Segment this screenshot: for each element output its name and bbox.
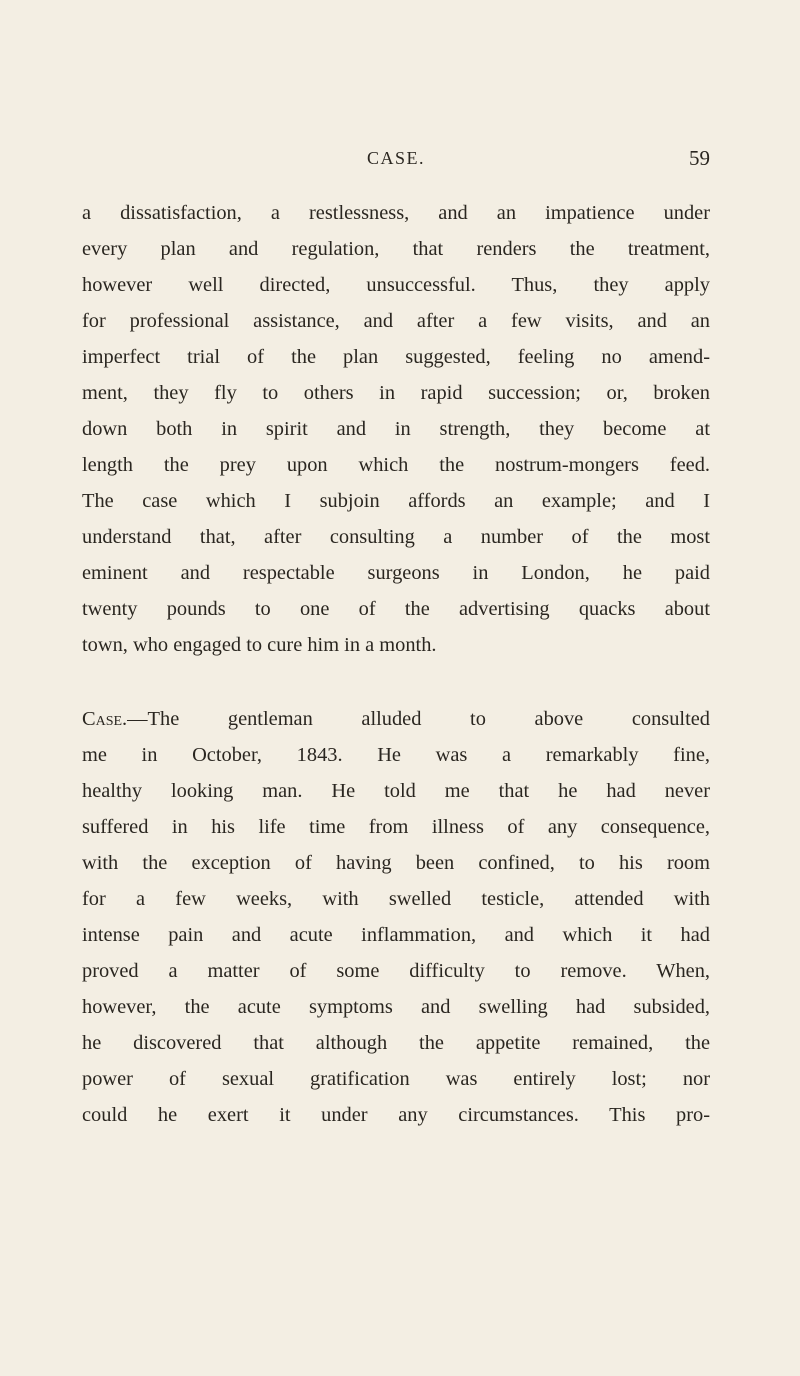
paragraph-1 [82,195,710,663]
text-line: with the exception of having been confined, to his room [82,852,710,874]
page-number: 59 [689,146,710,170]
text-line: imperfect trial of the plan suggested, feeling no amend- [82,346,710,368]
text-line: ment, they fly to others in rapid succession; or, broken [82,382,710,404]
text-line: power of sexual gratification was entirely lost; nor [82,1068,710,1090]
text-line: suffered in his life time from illness of any consequence, [82,816,710,838]
running-title: CASE. [366,148,425,168]
text-line: me in October, 1843. He was a remarkably fine, [82,744,710,766]
text-line: he discovered that although the appetite remained, the [82,1032,710,1054]
text-line-rest: —The gentleman alluded to above consulted [127,708,710,730]
text-line: every plan and regulation, that renders the treatment, [82,238,710,260]
text-line: however well directed, unsuccessful. Thus, they apply [82,274,710,296]
body-text [82,195,710,1133]
text-line: a dissatisfaction, a restlessness, and an impatience under [82,202,710,224]
text-line: for a few weeks, with swelled testicle, attended with [82,888,710,910]
text-line: healthy looking man. He told me that he had never [82,780,710,802]
text-line: length the prey upon which the nostrum-mongers feed. [82,454,710,476]
text-line [82,701,710,737]
running-head [82,146,710,176]
text-line: understand that, after consulting a number of the most [82,526,710,548]
text-line: The case which I subjoin affords an example; and I [82,490,710,512]
text-line: twenty pounds to one of the advertising quacks about [82,598,710,620]
text-line: however, the acute symptoms and swelling had subsided, [82,996,710,1018]
case-heading: Case. [82,708,128,730]
text-line: intense pain and acute inflammation, and which it had [82,924,710,946]
text-line: down both in spirit and in strength, they become at [82,418,710,440]
text-line: for professional assistance, and after a few visits, and an [82,310,710,332]
paragraph-spacer [82,663,710,701]
text-line: town, who engaged to cure him in a month. [82,634,437,656]
text-line: proved a matter of some difficulty to remove. When, [82,960,710,982]
text-line: eminent and respectable surgeons in London, he paid [82,562,710,584]
text-line: could he exert it under any circumstances. This pro- [82,1104,710,1126]
paragraph-2 [82,701,710,1133]
